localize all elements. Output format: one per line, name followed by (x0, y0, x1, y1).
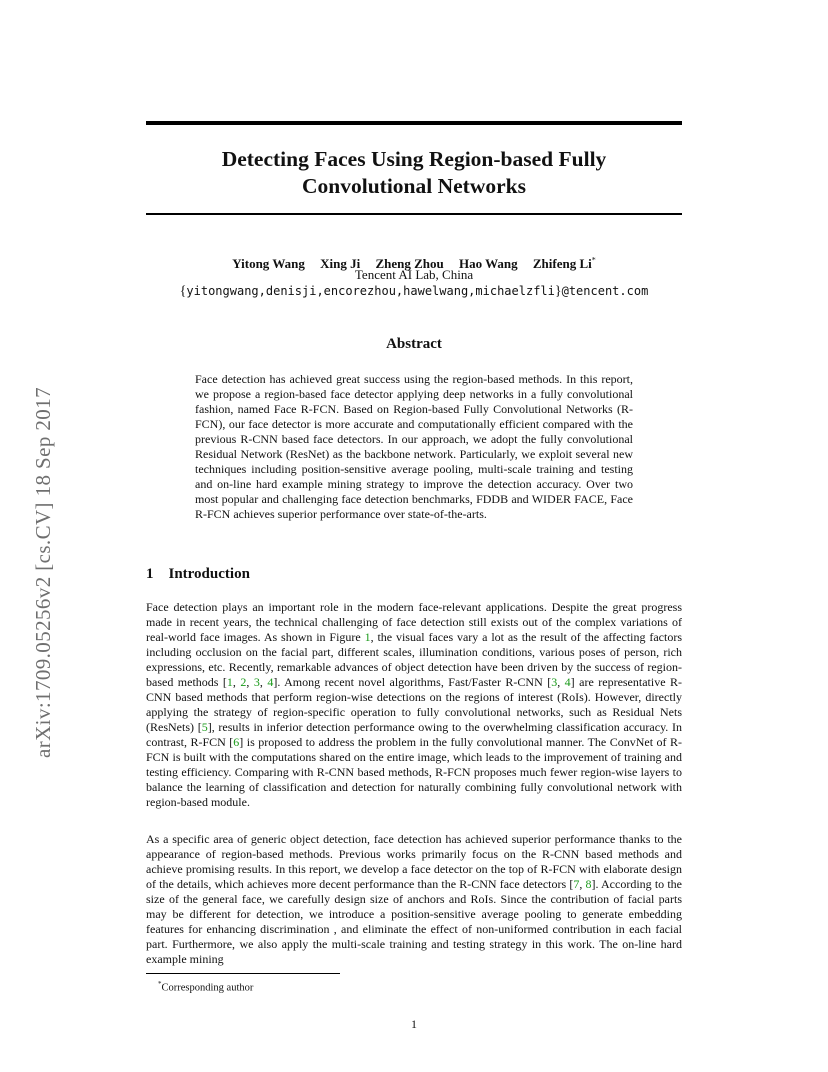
section-heading (146, 566, 250, 583)
citation-link[interactable]: 7 (573, 877, 580, 891)
citation-link[interactable]: 2 (240, 675, 247, 689)
author-name: Xing Ji (320, 256, 361, 272)
author-emails: {yitongwang,denisji,encorezhou,hawelwang,michaelzfli}@tencent.com (179, 284, 649, 299)
citation-link[interactable]: 5 (201, 720, 208, 734)
footnote-mark: * (158, 980, 162, 988)
citation-link[interactable]: 3 (253, 675, 260, 689)
affiliation: Tencent AI Lab, China (354, 267, 474, 282)
author-name: Hao Wang (458, 256, 518, 272)
page-number: 1 (411, 1017, 417, 1031)
citation-link[interactable]: 3 (551, 675, 558, 689)
section-number: 1 (146, 566, 154, 582)
abstract-heading: Abstract (386, 336, 442, 352)
intro-paragraph-2: As a specific area of generic object detection, face detection has achieved superior performance thanks to the appearance of region-based methods. Previous works primarily focus on the R-CNN based methods and achieve promising results. In this report, we develop a face detector on the top of R-FCN with elaborate design of the details, which achieves more decent performance than the R-CNN face detectors [7, 8]. According to the size of the general face, we carefully design size of anchors and RoIs. Since the contribution of facial parts may be different for detection, we introduce a position-sensitive average pooling to generate embedding features for enhancing discrimination , and eliminate the effect of non-uniformed contribution in each facial part. Furthermore, we also apply the multi-scale training and testing strategy in this work. The on-line hard example mining (146, 832, 682, 966)
footnote-rule (146, 973, 340, 974)
citation-link[interactable]: 4 (267, 675, 274, 689)
author-name: Yitong Wang (232, 256, 305, 272)
section-title: Introduction (168, 566, 250, 582)
corresponding-mark: * (591, 256, 596, 265)
author-name-corresponding: Zhifeng Li* (532, 256, 596, 272)
paper-title (146, 146, 682, 200)
citation-link[interactable]: 4 (564, 675, 571, 689)
title-line-2: Convolutional Networks (302, 174, 526, 198)
figure-link[interactable]: 1 (364, 630, 371, 644)
citation-link[interactable]: 6 (233, 735, 240, 749)
citation-link[interactable]: 8 (585, 877, 592, 891)
author-name: Zheng Zhou (375, 256, 444, 272)
title-line-1: Detecting Faces Using Region-based Fully (221, 147, 607, 171)
footnote-text: Corresponding author (161, 982, 254, 994)
intro-paragraph-1: Face detection plays an important role in the modern face-relevant applications. Despite the great progress made in recent years, the technical challenging of face detection still exists out of the complex variations of real-world face images. As shown in Figure 1, the visual faces vary a lot as the result of the affecting factors including occlusion on the facial part, different scales, illumination conditions, various poses of person, rich expressions, etc. Recently, remarkable advances of object detection have been driven by the success of region-based methods [1, 2, 3, 4]. Among recent novel algorithms, Fast/Faster R-CNN [3, 4] are representative R-CNN based methods that perform region-wise detections on the regions of interest (RoIs). However, directly applying the strategy of region-specific operation to fully convolutional networks, such as Residual Nets (ResNets) [5], results in inferior detection performance owing to the overwhelming classification accuracy. In contrast, R-FCN [6] is proposed to address the problem in the fully convolutional manner. The ConvNet of R-FCN is built with the computations shared on the entire image, which leads to the improvement of training and testing efficiency. Comparing with R-CNN based methods, R-FCN proposes much fewer region-wise layers to balance the learning of classification and detection for naturally combining fully convolutional network with region-based module. (146, 600, 683, 809)
footnote (158, 977, 253, 996)
abstract-body: Face detection has achieved great success using the region-based methods. In this report, we propose a region-based face detector applying deep networks in a fully convolutional fashion, named Face R-FCN. Based on Region-based Fully Convolutional Networks (R-FCN), our face detector is more accurate and computationally efficient compared with the previous R-CNN based face detectors. In our approach, we adopt the fully convolutional Residual Network (ResNet) as the backbone network. Particularly, we exploit several new techniques including position-sensitive average pooling, multi-scale training and testing and on-line hard example mining strategy to improve the detection accuracy. Over two most popular and challenging face detection benchmarks, FDDB and WIDER FACE, Face R-FCN achieves superior performance over state-of-the-arts. (195, 372, 633, 521)
citation-link[interactable]: 1 (226, 675, 233, 689)
title-bottom-rule (146, 213, 682, 215)
arxiv-stamp: arXiv:1709.05256v2 [cs.CV] 18 Sep 2017 (31, 386, 55, 758)
title-top-rule (146, 121, 682, 125)
